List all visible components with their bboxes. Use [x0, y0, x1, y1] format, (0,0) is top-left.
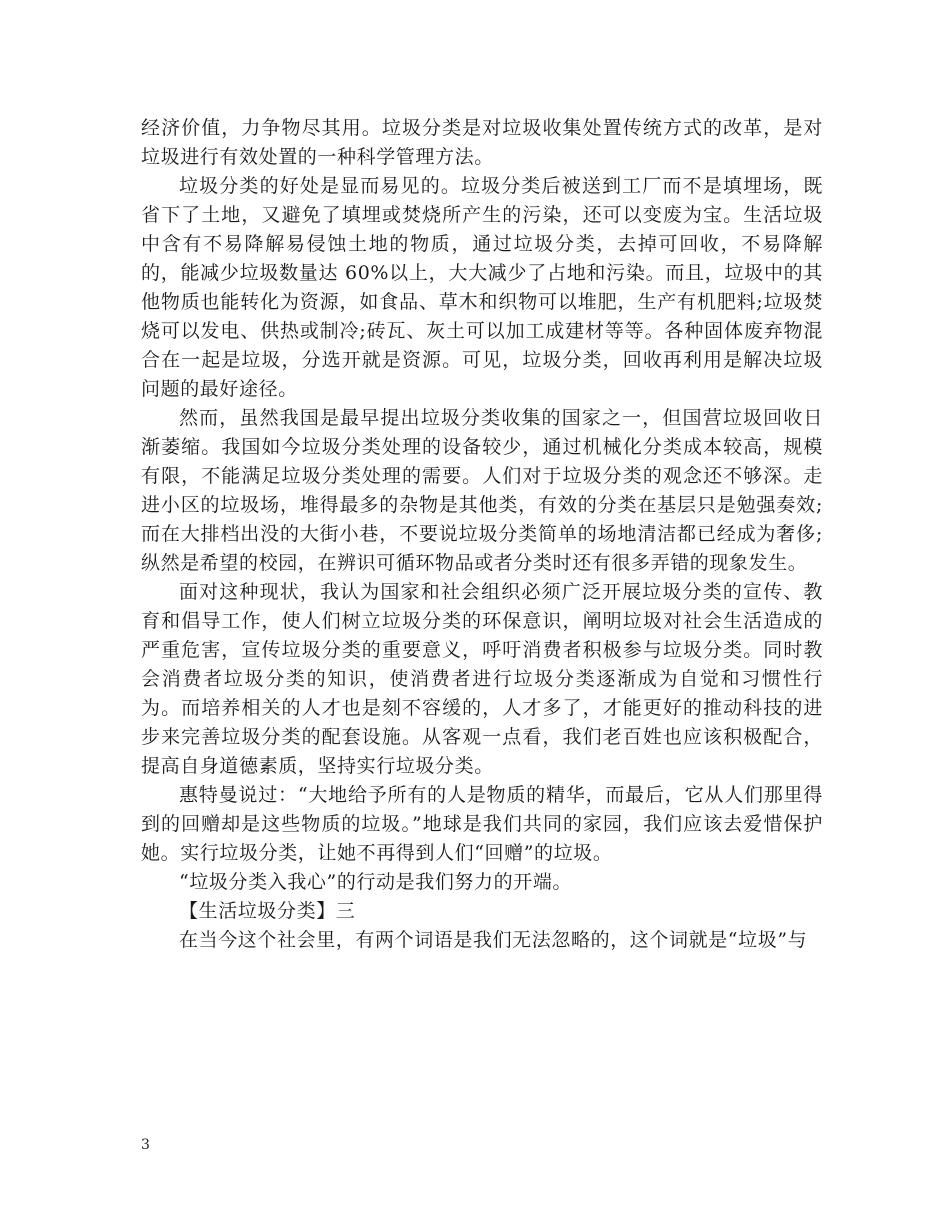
- paragraph-2: 垃圾分类的好处是显而易见的。垃圾分类后被送到工厂而不是填埋场，既省下了土地，又避免了填埋或焚烧所产生的污染，还可以变废为宝。生活垃圾中含有不易降解易侵蚀土地的物质，通过垃圾分类，去掉可回收，不易降解的，能减少垃圾数量达 60%以上，大大减少了占地和污染。而且，垃圾中的其他物质也能转化为资源，如食品、草木和织物可以堆肥，生产有机肥料;垃圾焚烧可以发电、供热或制冷;砖瓦、灰土可以加工成建材等等。各种固体废弃物混合在一起是垃圾，分选开就是资源。可见，垃圾分类，回收再利用是解决垃圾问题的最好途径。: [141, 175, 823, 400]
- paragraph-3: 然而，虽然我国是最早提出垃圾分类收集的国家之一，但国营垃圾回收日渐萎缩。我国如今垃圾分类处理的设备较少，通过机械化分类成本较高，规模有限，不能满足垃圾分类处理的需要。人们对于垃圾分类的观念还不够深。走进小区的垃圾场，堆得最多的杂物是其他类，有效的分类在基层只是勉强奏效;而在大排档出没的大街小巷，不要说垃圾分类简单的场地清洁都已经成为奢侈;纵然是希望的校园，在辨识可循环物品或者分类时还有很多弄错的现象发生。: [141, 407, 823, 574]
- section-heading: 【生活垃圾分类】三: [179, 900, 356, 922]
- paragraph-5: 惠特曼说过：“大地给予所有的人是物质的精华，而最后，它从人们那里得到的回赠却是这些物质的垃圾。”地球是我们共同的家园，我们应该去爱惜保护她。实行垃圾分类，让她不再得到人们“回赠”的垃圾。: [141, 784, 823, 864]
- paragraph-7: 在当今这个社会里，有两个词语是我们无法忽略的，这个词就是“垃圾”与: [179, 929, 808, 951]
- paragraph-1: 经济价值，力争物尽其用。垃圾分类是对垃圾收集处置传统方式的改革，是对垃圾进行有效处置的一种科学管理方法。: [141, 117, 823, 168]
- page-number: 3: [141, 1137, 150, 1153]
- paragraph-4: 面对这种现状，我认为国家和社会组织必须广泛开展垃圾分类的宣传、教育和倡导工作，使人们树立垃圾分类的环保意识，阐明垃圾对社会生活造成的严重危害，宣传垃圾分类的重要意义，呼吁消费者积极参与垃圾分类。同时教会消费者垃圾分类的知识，使消费者进行垃圾分类逐渐成为自觉和习惯性行为。而培养相关的人才也是刻不容缓的，人才多了，才能更好的推动科技的进步来完善垃圾分类的配套设施。从客观一点看，我们老百姓也应该积极配合，提高自身道德素质，坚持实行垃圾分类。: [141, 581, 823, 777]
- body-text: [141, 114, 823, 955]
- paragraph-6: “垃圾分类入我心”的行动是我们努力的开端。: [179, 871, 573, 893]
